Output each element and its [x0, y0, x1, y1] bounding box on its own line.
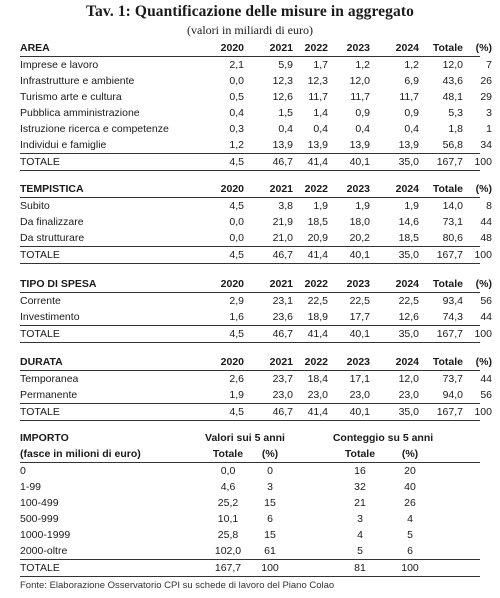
total-label: TOTALE: [20, 406, 60, 418]
column-header: 2021: [269, 42, 293, 54]
total-cell: 46,7: [272, 406, 293, 418]
column-header: 2020: [220, 356, 244, 368]
section-header-label: TIPO DI SPESA: [20, 278, 97, 290]
row-label: Istruzione ricerca e competenze: [20, 123, 169, 135]
table-cell: 74,3: [442, 311, 463, 323]
table-cell: 102,0: [214, 545, 242, 557]
table-cell: 11,7: [308, 91, 328, 103]
total-cell: 81: [354, 562, 366, 574]
table-cell: 23,0: [307, 389, 328, 401]
column-header: 2021: [269, 183, 293, 195]
section-header-label: TEMPISTICA: [20, 183, 84, 195]
column-header: (%): [401, 448, 419, 460]
table-cell: 8: [486, 200, 492, 212]
table-cell: 23,6: [272, 311, 293, 323]
table-cell: 18,9: [307, 311, 328, 323]
table-row: [20, 214, 492, 230]
table-row: [20, 230, 492, 246]
table-cell: 44: [480, 216, 492, 228]
column-header: 2024: [395, 183, 419, 195]
table-cell: 29: [480, 91, 492, 103]
table-row: [20, 105, 492, 121]
table-cell: 12,0: [349, 75, 370, 87]
total-cell: 167,7: [436, 406, 463, 418]
importo-header-label: IMPORTO: [20, 432, 69, 444]
total-cell: 40,1: [349, 249, 370, 261]
table-cell: 1,9: [313, 200, 328, 212]
table-cell: 6: [407, 545, 413, 557]
table-cell: 1,2: [404, 59, 419, 71]
table-cell: 3: [357, 513, 363, 525]
table-cell: 73,7: [442, 373, 463, 385]
table-cell: 5,3: [448, 107, 463, 119]
table-cell: 12,0: [442, 59, 463, 71]
table-row: [20, 543, 480, 559]
table-cell: 0,4: [313, 123, 328, 135]
table-cell: 26: [480, 75, 492, 87]
table-cell: 73,1: [442, 216, 463, 228]
row-label: 0: [20, 465, 26, 477]
total-cell: 167,7: [214, 562, 242, 574]
total-cell: 35,0: [398, 406, 419, 418]
column-header: Totale: [432, 42, 463, 54]
table-cell: 14,6: [398, 216, 419, 228]
table-cell: 11,7: [350, 91, 370, 103]
table-cell: 80,6: [442, 232, 463, 244]
table-cell: 32: [354, 481, 366, 493]
table-row: [20, 463, 480, 479]
column-header: 2020: [220, 278, 244, 290]
column-header: 2022: [304, 356, 328, 368]
table-cell: 20,2: [349, 232, 370, 244]
total-row: [20, 246, 492, 264]
column-header: 2024: [395, 278, 419, 290]
row-label: Subito: [20, 200, 50, 212]
group-header-values: Valori sui 5 anni: [205, 432, 285, 444]
total-cell: 41,4: [307, 328, 328, 340]
table-row: [20, 371, 492, 387]
column-header: 2020: [220, 42, 244, 54]
table-cell: 3,8: [278, 200, 293, 212]
table-cell: 44: [480, 373, 492, 385]
group-header-count: Conteggio su 5 anni: [332, 432, 434, 444]
table-row: [20, 137, 492, 153]
table-row: [20, 511, 480, 527]
total-cell: 41,4: [307, 156, 328, 168]
column-header: 2023: [346, 183, 370, 195]
column-header: (%): [261, 448, 279, 460]
table-cell: 21: [354, 497, 366, 509]
table-cell: 0,9: [404, 107, 419, 119]
table-cell: 61: [264, 545, 276, 557]
table-cell: 2,6: [229, 373, 244, 385]
row-label: 1000-1999: [20, 529, 71, 541]
total-cell: 100: [401, 562, 419, 574]
row-label: Infrastrutture e ambiente: [20, 75, 135, 87]
table-cell: 0,4: [278, 123, 293, 135]
column-header: 2020: [220, 183, 244, 195]
table-cell: 48,1: [442, 91, 463, 103]
total-row: [20, 153, 492, 171]
row-label: Corrente: [20, 295, 61, 307]
table-row: [20, 121, 492, 137]
column-header: 2022: [304, 278, 328, 290]
table-cell: 1,8: [448, 123, 463, 135]
section-durata: [20, 354, 492, 421]
table-cell: 34: [480, 139, 492, 151]
table-cell: 13,9: [307, 139, 328, 151]
row-label: 100-499: [20, 497, 59, 509]
importo-subheader-label: (fasce in milioni di euro): [20, 448, 141, 460]
total-cell: 41,4: [307, 249, 328, 261]
importo-section: [20, 430, 480, 577]
column-header: Totale: [432, 183, 463, 195]
total-cell: 35,0: [398, 328, 419, 340]
table-cell: 22,5: [398, 295, 419, 307]
table-cell: 3: [486, 107, 492, 119]
importo-header-row: [20, 430, 480, 446]
row-label: Temporanea: [20, 373, 79, 385]
table-cell: 12,3: [272, 75, 293, 87]
table-cell: 5: [357, 545, 363, 557]
total-cell: 100: [474, 406, 492, 418]
row-label: Individui e famiglie: [20, 139, 107, 151]
total-cell: 46,7: [272, 328, 293, 340]
importo-subheader-row: [20, 446, 480, 463]
table-cell: 93,4: [442, 295, 463, 307]
total-cell: 46,7: [272, 249, 293, 261]
row-label: 2000-oltre: [20, 545, 68, 557]
table-cell: 0,5: [229, 91, 244, 103]
table-subtitle: (valori in miliardi di euro): [187, 23, 313, 37]
total-cell: 40,1: [349, 156, 370, 168]
row-label: Turismo arte e cultura: [20, 91, 122, 103]
table-row: [20, 495, 480, 511]
row-label: 1-99: [20, 481, 42, 493]
table-cell: 20,9: [307, 232, 328, 244]
total-row: [20, 403, 492, 421]
total-cell: 40,1: [349, 406, 370, 418]
table-row: [20, 387, 492, 403]
table-cell: 4: [407, 513, 413, 525]
table-cell: 23,0: [398, 389, 419, 401]
column-header: Totale: [344, 448, 376, 460]
table-cell: 0,3: [229, 123, 244, 135]
table-cell: 44: [480, 311, 492, 323]
table-cell: 22,5: [349, 295, 370, 307]
table-cell: 16: [354, 465, 366, 477]
table-cell: 6,9: [404, 75, 419, 87]
table-cell: 3: [267, 481, 273, 493]
column-header: 2023: [346, 42, 370, 54]
table-cell: 0,0: [220, 465, 236, 477]
table-cell: 18,0: [349, 216, 370, 228]
table-cell: 12,6: [272, 91, 293, 103]
table-cell: 21,9: [272, 216, 293, 228]
table-cell: 22,5: [307, 295, 328, 307]
table-title: Tav. 1: Quantificazione delle misure in aggregato: [86, 3, 414, 20]
table-cell: 15: [264, 497, 276, 509]
column-header: (%): [475, 356, 492, 368]
table-cell: 26: [404, 497, 416, 509]
row-label: Da finalizzare: [20, 216, 84, 228]
total-cell: 167,7: [436, 328, 463, 340]
table-row: [20, 309, 492, 325]
column-header: 2023: [346, 356, 370, 368]
table-cell: 0: [267, 465, 273, 477]
table-row: [20, 479, 480, 495]
section-area: [20, 40, 492, 171]
table-cell: 25,2: [217, 497, 239, 509]
column-header: (%): [475, 278, 492, 290]
table-cell: 1,9: [355, 200, 370, 212]
table-cell: 1,9: [404, 200, 419, 212]
total-cell: 4,5: [229, 249, 244, 261]
column-header: (%): [475, 183, 492, 195]
section-tipo: [20, 276, 492, 343]
total-cell: 167,7: [436, 156, 463, 168]
table-cell: 0,0: [229, 232, 244, 244]
total-cell: 35,0: [398, 249, 419, 261]
column-header: 2023: [346, 278, 370, 290]
table-cell: 14,0: [442, 200, 463, 212]
table-cell: 4,6: [220, 481, 236, 493]
section-header-label: DURATA: [20, 356, 63, 368]
table-cell: 15: [264, 529, 276, 541]
column-header: 2021: [269, 278, 293, 290]
table-cell: 1,5: [278, 107, 293, 119]
table-cell: 0,4: [355, 123, 370, 135]
total-cell: 100: [474, 249, 492, 261]
column-header: 2024: [395, 356, 419, 368]
table-cell: 0,4: [229, 107, 244, 119]
table-cell: 25,8: [217, 529, 239, 541]
column-header: Totale: [432, 356, 463, 368]
table-cell: 40: [404, 481, 416, 493]
section-header-label: AREA: [20, 42, 50, 54]
table-row: [20, 57, 492, 73]
total-row: [20, 559, 480, 577]
table-cell: 20: [404, 465, 416, 477]
total-cell: 100: [261, 562, 279, 574]
column-header: 2022: [304, 183, 328, 195]
table-cell: 48: [480, 232, 492, 244]
column-header: Totale: [432, 278, 463, 290]
table-cell: 1,2: [229, 139, 244, 151]
total-label: TOTALE: [20, 249, 60, 261]
table-cell: 0,9: [355, 107, 370, 119]
column-header: (%): [475, 42, 492, 54]
table-cell: 23,0: [272, 389, 293, 401]
table-row: [20, 73, 492, 89]
table-cell: 23,0: [349, 389, 370, 401]
section-header-row: [20, 276, 492, 293]
column-header: Totale: [212, 448, 244, 460]
table-cell: 0,4: [404, 123, 419, 135]
table-cell: 2,9: [229, 295, 244, 307]
table-row: [20, 89, 492, 105]
table-cell: 13,9: [272, 139, 293, 151]
table-cell: 11,7: [399, 91, 419, 103]
column-header: 2021: [269, 356, 293, 368]
table-cell: 21,0: [272, 232, 293, 244]
table-cell: 5: [407, 529, 413, 541]
table-row: [20, 527, 480, 543]
table-cell: 43,6: [442, 75, 463, 87]
table-cell: 12,0: [398, 373, 419, 385]
total-cell: 4,5: [229, 156, 244, 168]
total-label: TOTALE: [20, 328, 60, 340]
table-cell: 56,8: [442, 139, 463, 151]
total-cell: 100: [474, 156, 492, 168]
table-cell: 1,6: [229, 311, 244, 323]
table-cell: 23,1: [272, 295, 293, 307]
table-cell: 0,0: [229, 75, 244, 87]
total-cell: 4,5: [229, 328, 244, 340]
table-cell: 56: [480, 389, 492, 401]
table-cell: 7: [486, 59, 492, 71]
table-cell: 12,3: [307, 75, 328, 87]
section-header-row: [20, 354, 492, 371]
row-label: Pubblica amministrazione: [20, 107, 140, 119]
total-row: [20, 325, 492, 343]
table-cell: 12,6: [398, 311, 419, 323]
table-cell: 10,1: [217, 513, 239, 525]
table-cell: 1,4: [313, 107, 328, 119]
table-cell: 13,9: [349, 139, 370, 151]
table-cell: 56: [480, 295, 492, 307]
table-cell: 18,5: [307, 216, 328, 228]
table-cell: 18,4: [307, 373, 328, 385]
table-cell: 4: [357, 529, 363, 541]
section-tempistica: [20, 181, 492, 264]
total-cell: 4,5: [229, 406, 244, 418]
table-cell: 18,5: [398, 232, 419, 244]
row-label: Permanente: [20, 389, 78, 401]
column-header: 2022: [304, 42, 328, 54]
total-cell: 46,7: [272, 156, 293, 168]
table-row: [20, 293, 492, 309]
section-header-row: [20, 40, 492, 57]
total-cell: 40,1: [349, 328, 370, 340]
total-label: TOTALE: [20, 562, 60, 574]
table-cell: 17,1: [349, 373, 370, 385]
table-cell: 6: [267, 513, 273, 525]
table-row: [20, 198, 492, 214]
table-cell: 4,5: [229, 200, 244, 212]
total-cell: 100: [474, 328, 492, 340]
total-cell: 41,4: [307, 406, 328, 418]
table-cell: 5,9: [278, 59, 293, 71]
table-cell: 1: [486, 123, 492, 135]
table-cell: 0,0: [229, 216, 244, 228]
table-cell: 1,2: [355, 59, 370, 71]
table-cell: 94,0: [442, 389, 463, 401]
table-cell: 1,9: [229, 389, 244, 401]
table-cell: 23,7: [272, 373, 293, 385]
table-cell: 13,9: [398, 139, 419, 151]
row-label: Investimento: [20, 311, 80, 323]
table-cell: 1,7: [313, 59, 328, 71]
total-cell: 167,7: [436, 249, 463, 261]
source-note: Fonte: Elaborazione Osservatorio CPI su schede di lavoro del Piano Colao: [20, 580, 335, 591]
row-label: 500-999: [20, 513, 59, 525]
total-label: TOTALE: [20, 156, 60, 168]
table-cell: 17,7: [349, 311, 370, 323]
total-cell: 35,0: [398, 156, 419, 168]
table-cell: 2,1: [229, 59, 244, 71]
section-header-row: [20, 181, 492, 198]
column-header: 2024: [395, 42, 419, 54]
row-label: Da strutturare: [20, 232, 85, 244]
row-label: Imprese e lavoro: [20, 59, 99, 71]
